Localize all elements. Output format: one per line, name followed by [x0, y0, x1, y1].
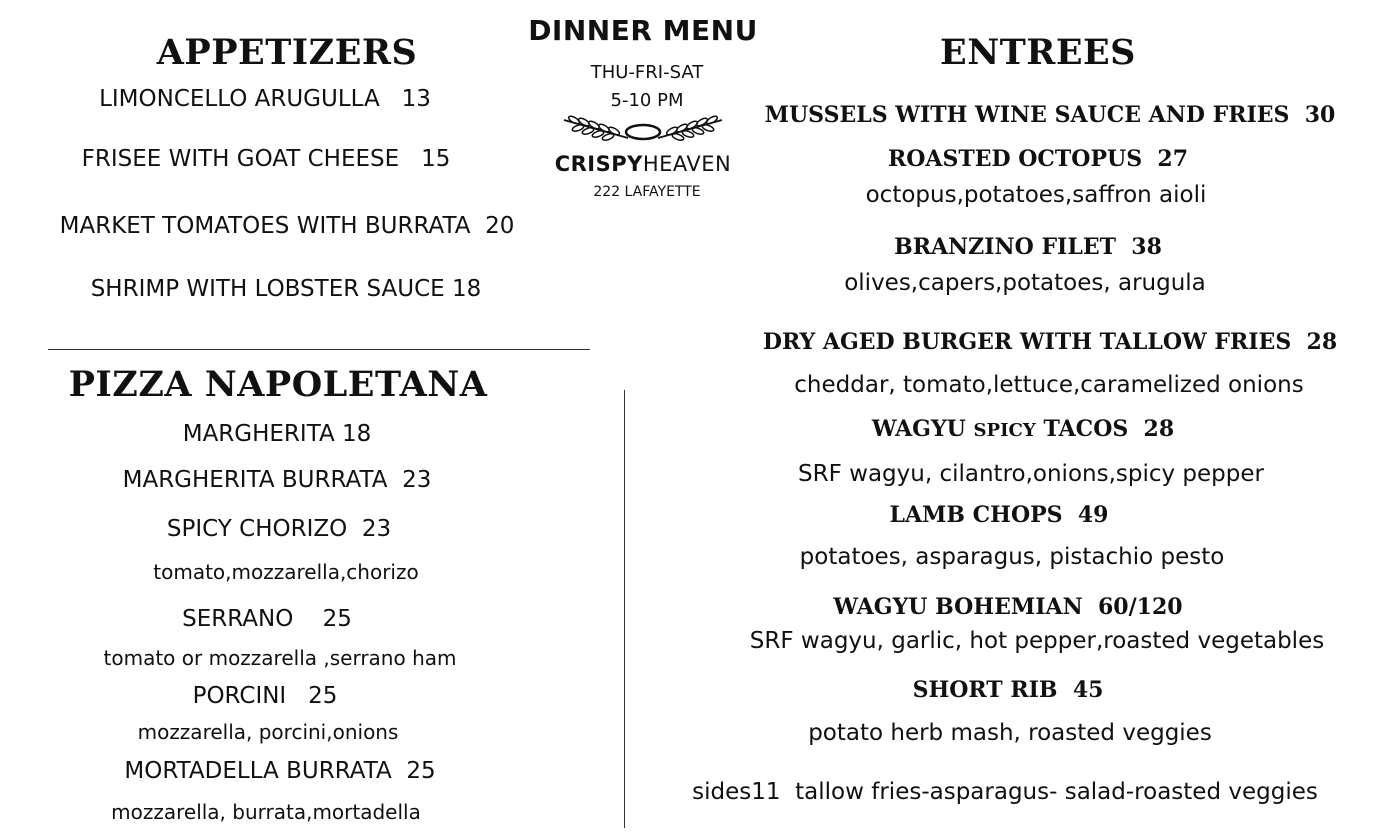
entree-item: LAMB CHOPS 49: [889, 502, 1109, 528]
appetizer-item: LIMONCELLO ARUGULLA 13: [99, 86, 431, 112]
pizza-item: SERRANO 25: [182, 606, 352, 632]
entree-tacos-word-3: TACOS 28: [1035, 416, 1175, 442]
entree-description: potato herb mash, roasted veggies: [808, 720, 1212, 746]
appetizer-item: SHRIMP WITH LOBSTER SAUCE 18: [90, 276, 482, 302]
entree-tacos-word-2: SPICY: [973, 420, 1036, 441]
logo-wordmark: [555, 152, 732, 176]
pizza-item: MARGHERITA 18: [182, 421, 372, 447]
entree-item: SHORT RIB 45: [912, 677, 1104, 703]
entree-tacos-word-1: WAGYU: [871, 416, 974, 442]
entree-description: cheddar, tomato,lettuce,caramelized onions: [794, 372, 1304, 398]
restaurant-address: 222 LAFAYETTE: [593, 184, 701, 200]
entree-item: WAGYU BOHEMIAN 60/120: [833, 594, 1183, 620]
laurel-halo-logo-icon: [560, 114, 726, 156]
entree-item: MUSSELS WITH WINE SAUCE AND FRIES 30: [764, 102, 1336, 128]
entree-description: SRF wagyu, garlic, hot pepper,roasted vegetables: [749, 628, 1325, 654]
appetizer-item: FRISEE WITH GOAT CHEESE 15: [81, 146, 451, 172]
logo-word-heaven: HEAVEN: [642, 152, 732, 176]
service-hours: 5-10 PM: [610, 90, 684, 111]
service-days: THU-FRI-SAT: [590, 62, 704, 83]
menu-title: DINNER MENU: [528, 14, 758, 47]
entree-item: ROASTED OCTOPUS 27: [887, 146, 1189, 172]
entree-description: olives,capers,potatoes, arugula: [844, 270, 1206, 296]
appetizer-item: MARKET TOMATOES WITH BURRATA 20: [59, 213, 515, 239]
pizza-item: SPICY CHORIZO 23: [166, 516, 392, 542]
entree-item: DRY AGED BURGER WITH TALLOW FRIES 28: [762, 329, 1338, 355]
entrees-heading: ENTREES: [940, 32, 1136, 73]
entree-description: octopus,potatoes,saffron aioli: [865, 182, 1207, 208]
entree-description: potatoes, asparagus, pistachio pesto: [799, 544, 1225, 570]
section-divider: [48, 349, 590, 350]
pizza-description: tomato or mozzarella ,serrano ham: [103, 646, 457, 670]
pizza-heading: PIZZA NAPOLETANA: [68, 364, 488, 405]
entree-item: [872, 416, 1174, 442]
entree-description: SRF wagyu, cilantro,onions,spicy pepper: [798, 461, 1264, 487]
pizza-item: MARGHERITA BURRATA 23: [122, 467, 432, 493]
sides-line: sides11 tallow fries-asparagus- salad-roasted veggies: [692, 779, 1318, 805]
appetizers-heading: APPETIZERS: [156, 32, 418, 73]
pizza-description: mozzarella, burrata,mortadella: [111, 800, 421, 824]
pizza-description: mozzarella, porcini,onions: [137, 720, 399, 744]
pizza-item: MORTADELLA BURRATA 25: [124, 758, 436, 784]
pizza-description: tomato,mozzarella,chorizo: [153, 560, 419, 584]
pizza-item: PORCINI 25: [192, 683, 338, 709]
column-divider: [624, 390, 625, 828]
entree-item: BRANZINO FILET 38: [894, 234, 1162, 260]
logo-word-crispy: CRISPY: [554, 152, 643, 176]
